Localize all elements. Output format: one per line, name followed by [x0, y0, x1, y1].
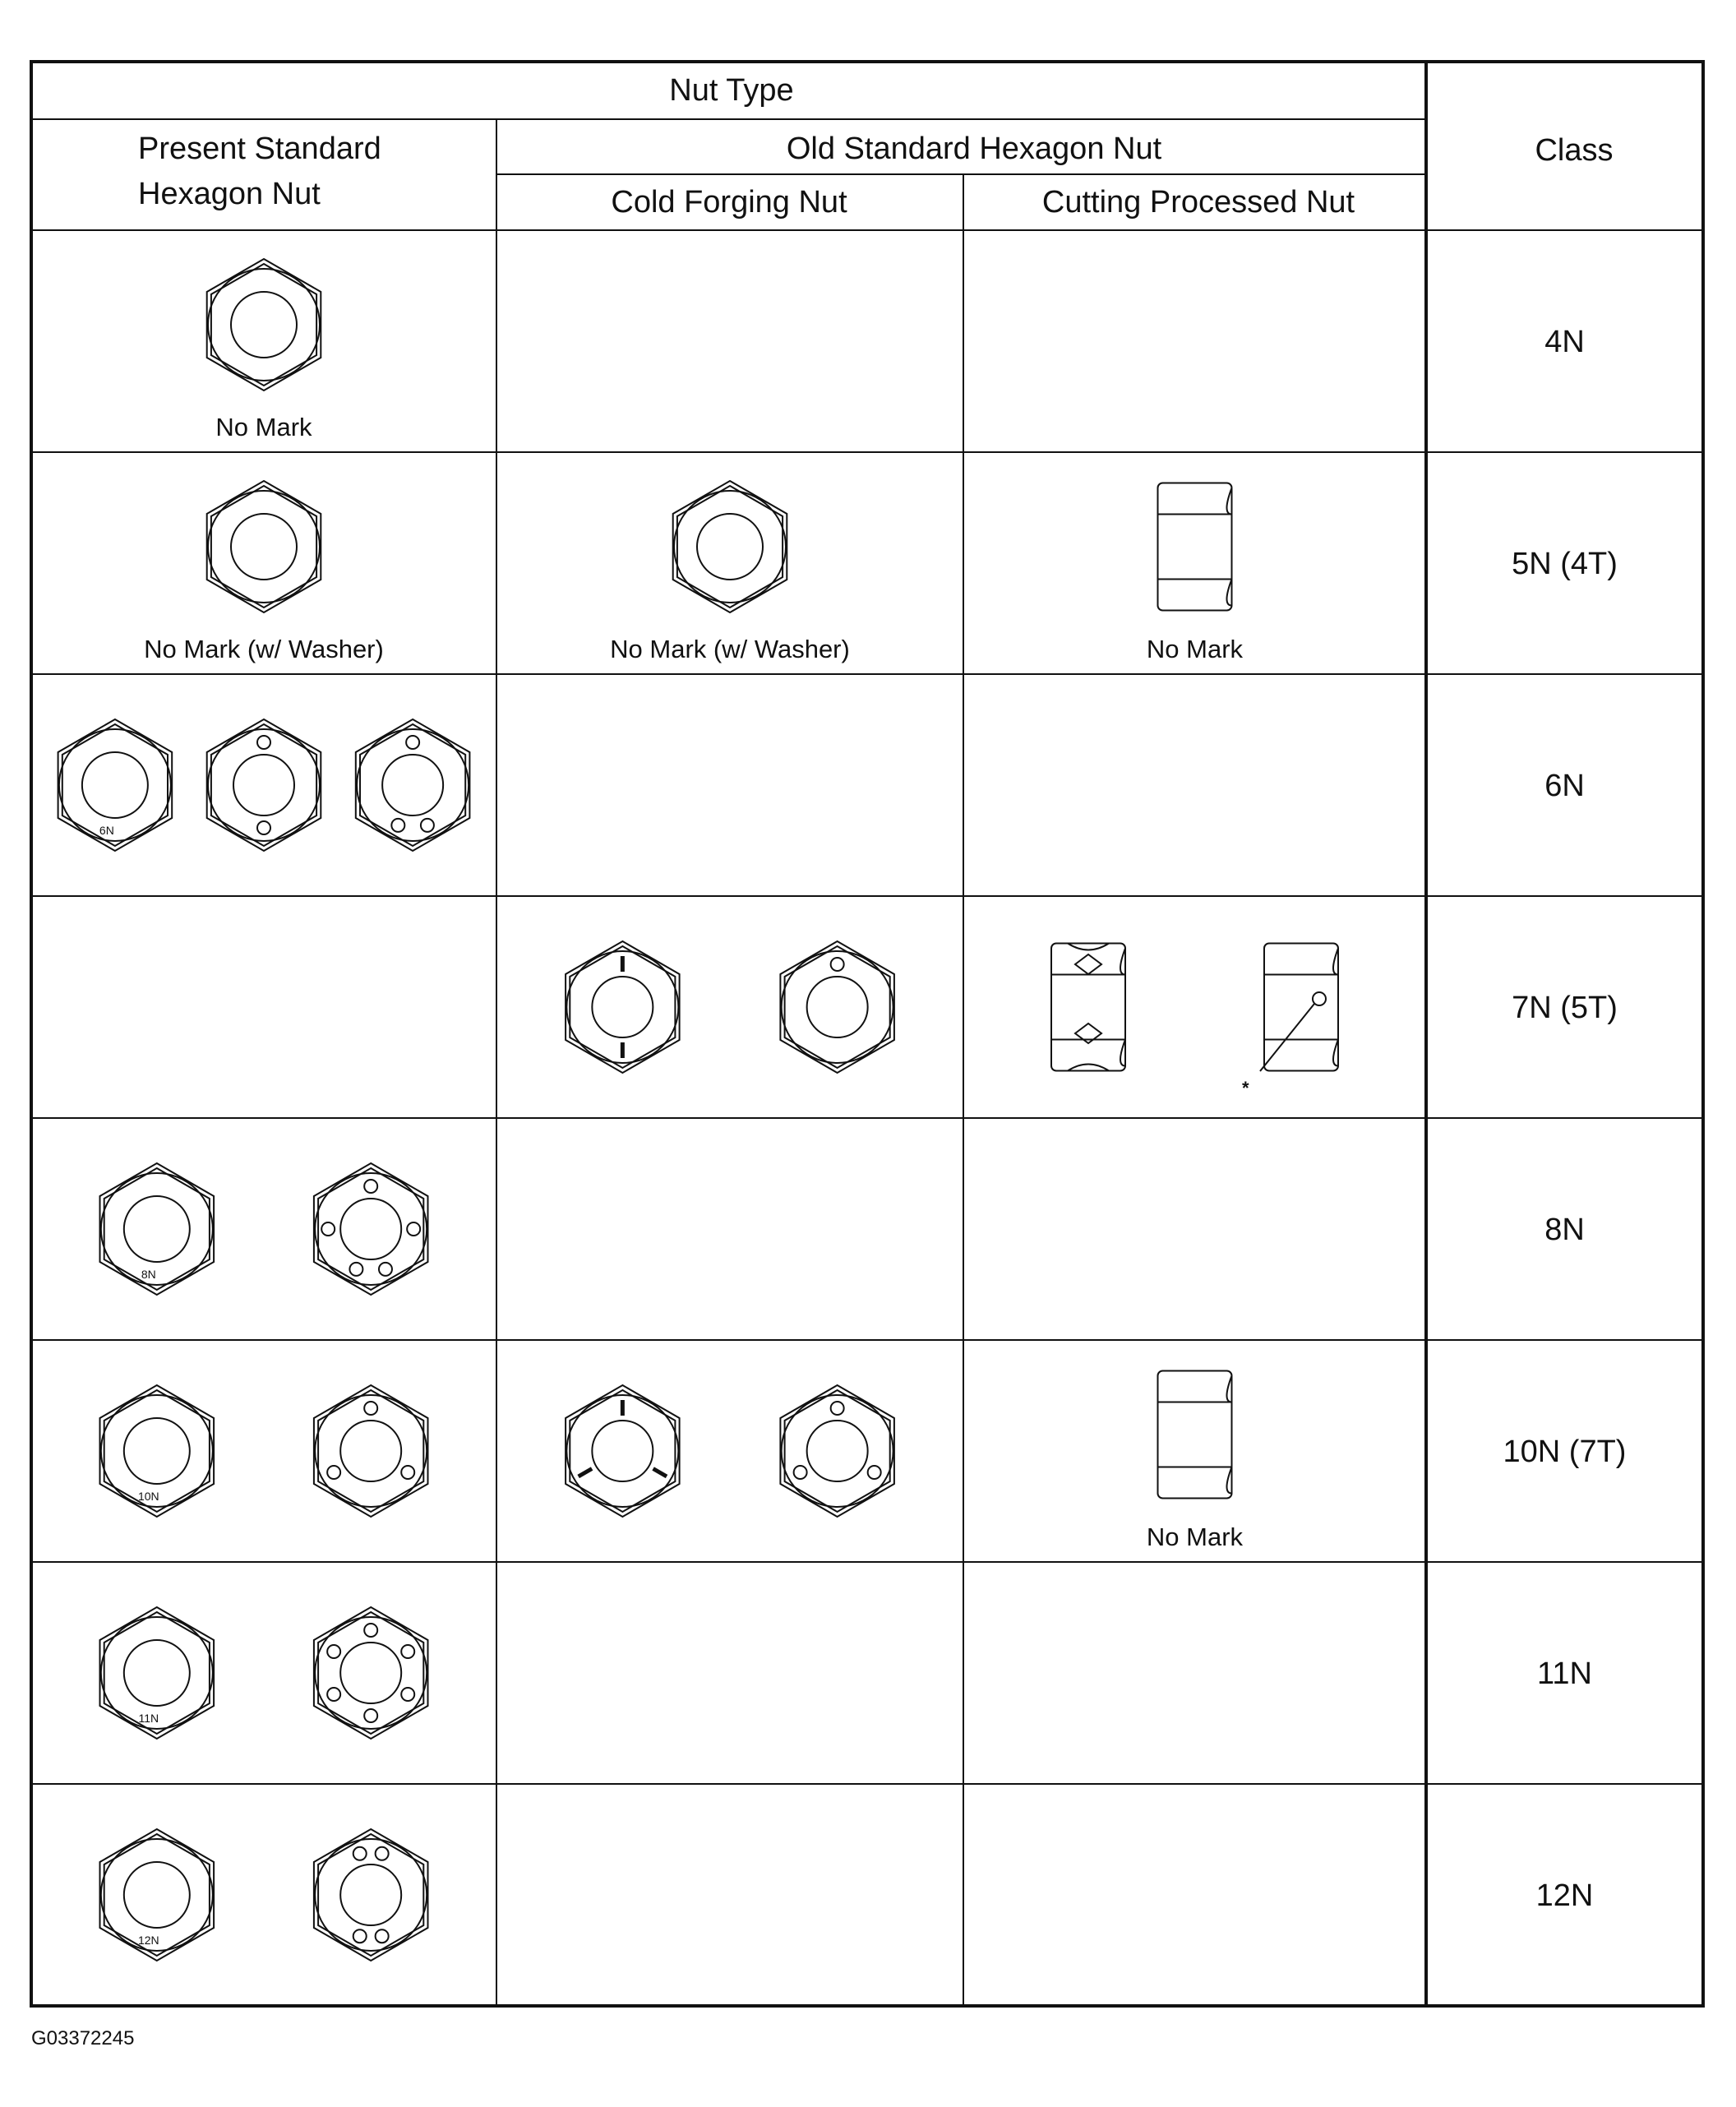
- thread-hole-circle: [124, 1862, 190, 1928]
- thread-hole-circle: [231, 292, 297, 358]
- table-row: [100, 1607, 1592, 1739]
- washer-face-circle: [315, 1839, 427, 1951]
- washer-face-circle: [782, 1395, 893, 1507]
- stamp-label: 8N: [141, 1268, 156, 1281]
- class-value: 8N: [1544, 1213, 1585, 1247]
- mark-label: No Mark: [1146, 635, 1244, 663]
- hex-nut-icon: [100, 1163, 215, 1295]
- mark-dot: [1313, 992, 1326, 1005]
- washer-face-circle: [674, 491, 786, 603]
- thread-hole-circle: [124, 1196, 190, 1262]
- hex-nut-outline: [314, 1385, 428, 1517]
- hex-nut-icon: [673, 481, 787, 612]
- hex-nut-icon: [566, 1385, 680, 1517]
- thread-hole-circle: [340, 1199, 401, 1259]
- mark-dot: [401, 1688, 414, 1701]
- class-value: 6N: [1544, 769, 1585, 803]
- present-standard-header-line2: Hexagon Nut: [138, 177, 321, 211]
- hex-nut-icon: [207, 481, 321, 612]
- notch-curve: [1068, 1065, 1109, 1071]
- mark-label: No Mark (w/ Washer): [610, 635, 850, 663]
- thread-hole-circle: [382, 755, 443, 816]
- class-value: 12N: [1535, 1878, 1594, 1913]
- mark-dot: [868, 1466, 881, 1479]
- leader-line: [1260, 1004, 1314, 1071]
- cold-forging-header: Cold Forging Nut: [611, 185, 847, 219]
- hex-nut-icon: [566, 941, 680, 1073]
- hex-nut-outline: [356, 719, 470, 851]
- old-standard-header: Old Standard Hexagon Nut: [786, 132, 1162, 166]
- mark-dot: [421, 819, 434, 832]
- hex-nut-icon: [780, 941, 894, 1073]
- notch-curve: [1068, 944, 1109, 950]
- class-value: 10N (7T): [1503, 1435, 1627, 1469]
- mark-dot: [327, 1688, 340, 1701]
- mark-dot: [257, 736, 270, 749]
- washer-face-circle: [208, 729, 320, 841]
- nut-side-outline: [1051, 944, 1125, 1071]
- hex-nut-icon: [780, 1385, 894, 1517]
- washer-face-circle: [101, 1173, 213, 1285]
- mark-dot: [327, 1466, 340, 1479]
- class-value: 11N: [1537, 1656, 1592, 1691]
- washer-face-circle: [208, 491, 320, 603]
- table-header: [138, 73, 1614, 219]
- class-value: 4N: [1544, 325, 1585, 359]
- table-row: [100, 1829, 1594, 1961]
- mark-dot: [257, 821, 270, 834]
- thread-hole-circle: [124, 1418, 190, 1484]
- class-header: Class: [1535, 133, 1614, 168]
- nut-type-header: Nut Type: [669, 73, 794, 108]
- mark-dot: [376, 1929, 389, 1943]
- hex-nut-outline: [207, 481, 321, 612]
- stamp-label: 11N: [138, 1712, 159, 1725]
- table-row: [100, 1371, 1627, 1552]
- table-border: [31, 62, 1703, 2006]
- hex-nut-outline: [673, 481, 787, 612]
- thread-hole-circle: [124, 1640, 190, 1706]
- table-grid: [31, 62, 1703, 2006]
- hex-nut-icon: [314, 1385, 428, 1517]
- mark-dot: [327, 1645, 340, 1658]
- mark-dot: [353, 1847, 367, 1860]
- hex-nut-icon: [356, 719, 470, 851]
- table-row: [207, 259, 1585, 441]
- mark-label: No Mark: [1146, 1522, 1244, 1551]
- table-row: [58, 719, 1585, 851]
- hex-nut-outline: [314, 1163, 428, 1295]
- mark-dot: [794, 1466, 807, 1479]
- stamp-label: 10N: [137, 1490, 159, 1503]
- hex-nut-outline: [780, 1385, 894, 1517]
- mark-dot: [364, 1709, 377, 1722]
- side-view-nut-icon: [1260, 944, 1338, 1072]
- table-row: [144, 481, 1618, 663]
- mark-label: No Mark: [215, 413, 312, 441]
- thread-hole-circle: [231, 514, 297, 580]
- hex-nut-icon: [207, 719, 321, 851]
- side-view-nut-icon: [1051, 944, 1125, 1071]
- mark-dot: [349, 1263, 362, 1276]
- mark-dot: [407, 1222, 420, 1236]
- side-view-nut-icon: [1158, 1371, 1232, 1499]
- washer-face-circle: [357, 729, 469, 841]
- mark-dot: [364, 1624, 377, 1637]
- washer-face-circle: [315, 1395, 427, 1507]
- thread-hole-circle: [340, 1864, 401, 1925]
- mark-dot: [364, 1180, 377, 1193]
- hex-nut-icon: [58, 719, 173, 851]
- thread-hole-circle: [340, 1643, 401, 1703]
- thread-hole-circle: [82, 752, 148, 818]
- mark-label: No Mark (w/ Washer): [144, 635, 384, 663]
- mark-dot: [406, 736, 419, 749]
- hex-nut-icon: [314, 1163, 428, 1295]
- thread-hole-circle: [340, 1421, 401, 1481]
- hex-nut-icon: [314, 1829, 428, 1961]
- table-row: [100, 1163, 1585, 1295]
- mark-dot: [831, 1402, 844, 1415]
- washer-face-circle: [315, 1173, 427, 1285]
- hex-nut-outline: [100, 1163, 215, 1295]
- thread-hole-circle: [807, 977, 868, 1037]
- hex-nut-icon: [207, 259, 321, 390]
- mark-dot: [364, 1402, 377, 1415]
- mark-dot: [353, 1929, 367, 1943]
- hex-nut-outline: [780, 941, 894, 1073]
- side-view-nut-icon: [1158, 483, 1232, 611]
- asterisk-marker: *: [1241, 1078, 1249, 1098]
- present-standard-header-line1: Present Standard: [138, 132, 381, 166]
- hex-nut-icon: [314, 1607, 428, 1739]
- mark-dot: [379, 1263, 392, 1276]
- figure-id: G03372245: [31, 2027, 135, 2049]
- thread-hole-circle: [697, 514, 763, 580]
- washer-face-circle: [782, 951, 893, 1063]
- hex-nut-outline: [207, 259, 321, 390]
- class-value: 7N (5T): [1512, 991, 1618, 1025]
- washer-face-circle: [208, 269, 320, 381]
- nut-side-outline: [1158, 1371, 1232, 1499]
- mark-dot: [401, 1466, 414, 1479]
- hex-nut-outline: [207, 719, 321, 851]
- stamp-label: 6N: [99, 824, 114, 837]
- thread-hole-circle: [807, 1421, 868, 1481]
- mark-dot: [831, 958, 844, 971]
- thread-hole-circle: [592, 977, 653, 1037]
- table-row: [566, 941, 1618, 1098]
- diamond-mark: [1075, 954, 1101, 974]
- mark-dot: [321, 1222, 335, 1236]
- mark-dot: [376, 1847, 389, 1860]
- hex-nut-outline: [314, 1607, 428, 1739]
- stamp-label: 12N: [137, 1934, 159, 1947]
- table-body: [58, 259, 1627, 1961]
- mark-dot: [391, 819, 404, 832]
- mark-line: [653, 1469, 667, 1477]
- mark-dot: [401, 1645, 414, 1658]
- washer-face-circle: [59, 729, 171, 841]
- thread-hole-circle: [592, 1421, 653, 1481]
- cutting-processed-header: Cutting Processed Nut: [1041, 185, 1355, 219]
- hex-nut-outline: [314, 1829, 428, 1961]
- class-value: 5N (4T): [1512, 547, 1618, 581]
- mark-line: [579, 1469, 592, 1477]
- hex-nut-outline: [58, 719, 173, 851]
- nut-side-outline: [1158, 483, 1232, 611]
- washer-face-circle: [315, 1617, 427, 1729]
- thread-hole-circle: [233, 755, 294, 816]
